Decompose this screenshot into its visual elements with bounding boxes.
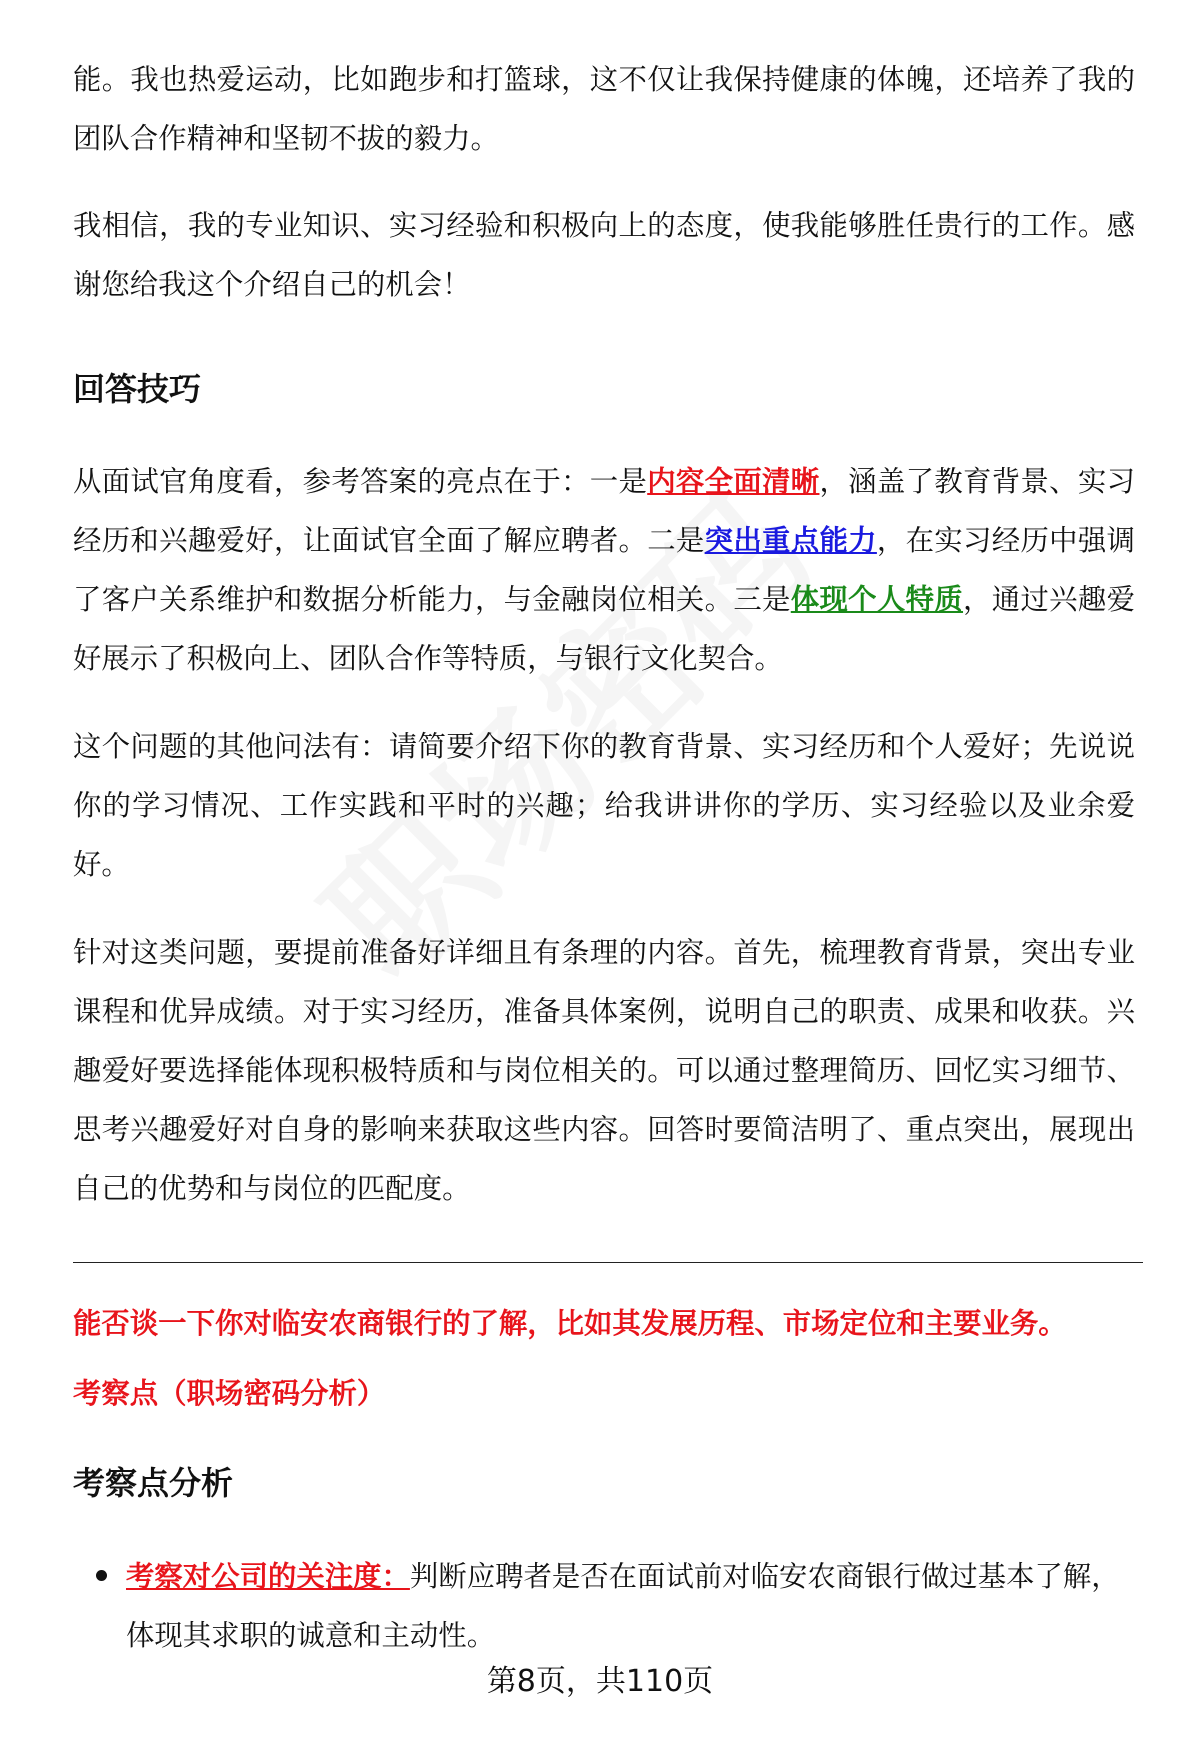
divider <box>73 1262 1143 1263</box>
text: ，涵盖了教育背景、实习经历和兴趣爱好，让面试官全面了解应聘者。二是 <box>73 465 1135 557</box>
bullet-item <box>126 1547 1136 1665</box>
text: 从面试官角度看，参考答案的亮点在于：一是 <box>73 465 648 498</box>
paragraph-alternatives: 这个问题的其他问法有：请简要介绍下你的教育背景、实习经历和个人爱好；先说说你的学习情况、工作实践和平时的兴趣；给我讲讲你的学历、实习经验以及业余爱好。 <box>73 730 1135 881</box>
highlight-green: 体现个人特质 <box>790 583 964 616</box>
heading-analysis: 考察点分析 <box>73 1464 234 1502</box>
page-number: 第8页，共110页 <box>486 1664 714 1699</box>
highlight-red: 内容全面清晰 <box>647 465 820 498</box>
paragraph-highlights <box>73 452 1135 688</box>
question-subtitle: 考察点（职场密码分析） <box>73 1377 386 1410</box>
text: ，通过兴趣爱好展示了积极向上、团队合作等特质，与银行文化契合。 <box>73 583 1135 675</box>
bullet-label: 考察对公司的关注度： <box>126 1560 410 1593</box>
text: ，在实习经历中强调了客户关系维护和数据分析能力，与金融岗位相关。三是 <box>73 524 1135 616</box>
bullet-text: 判断应聘者是否在面试前对临安农商银行做过基本了解，体现其求职的诚意和主动性。 <box>126 1560 1120 1652</box>
paragraph-preparation: 针对这类问题，要提前准备好详细且有条理的内容。首先，梳理教育背景，突出专业课程和优异成绩。对于实习经历，准备具体案例，说明自己的职责、成果和收获。兴趣爱好要选择能体现积极特质和与岗位相关的。可以通过整理简历、回忆实习细节、思考兴趣爱好对自身的影响来获取这些内容。回答时要简洁明了、重点突出，展现出自己的优势和与岗位的匹配度。 <box>73 936 1135 1205</box>
question-title: 能否谈一下你对临安农商银行的了解，比如其发展历程、市场定位和主要业务。 <box>73 1307 1067 1340</box>
heading-tips: 回答技巧 <box>73 370 202 408</box>
paragraph-intro-end: 能。我也热爱运动，比如跑步和打篮球，这不仅让我保持健康的体魄，还培养了我的团队合作精神和坚韧不拔的毅力。 <box>73 63 1135 155</box>
bullet-icon <box>96 1570 107 1581</box>
highlight-blue: 突出重点能力 <box>704 524 877 557</box>
paragraph-closing: 我相信，我的专业知识、实习经验和积极向上的态度，使我能够胜任贵行的工作。感谢您给我这个介绍自己的机会！ <box>73 209 1135 301</box>
